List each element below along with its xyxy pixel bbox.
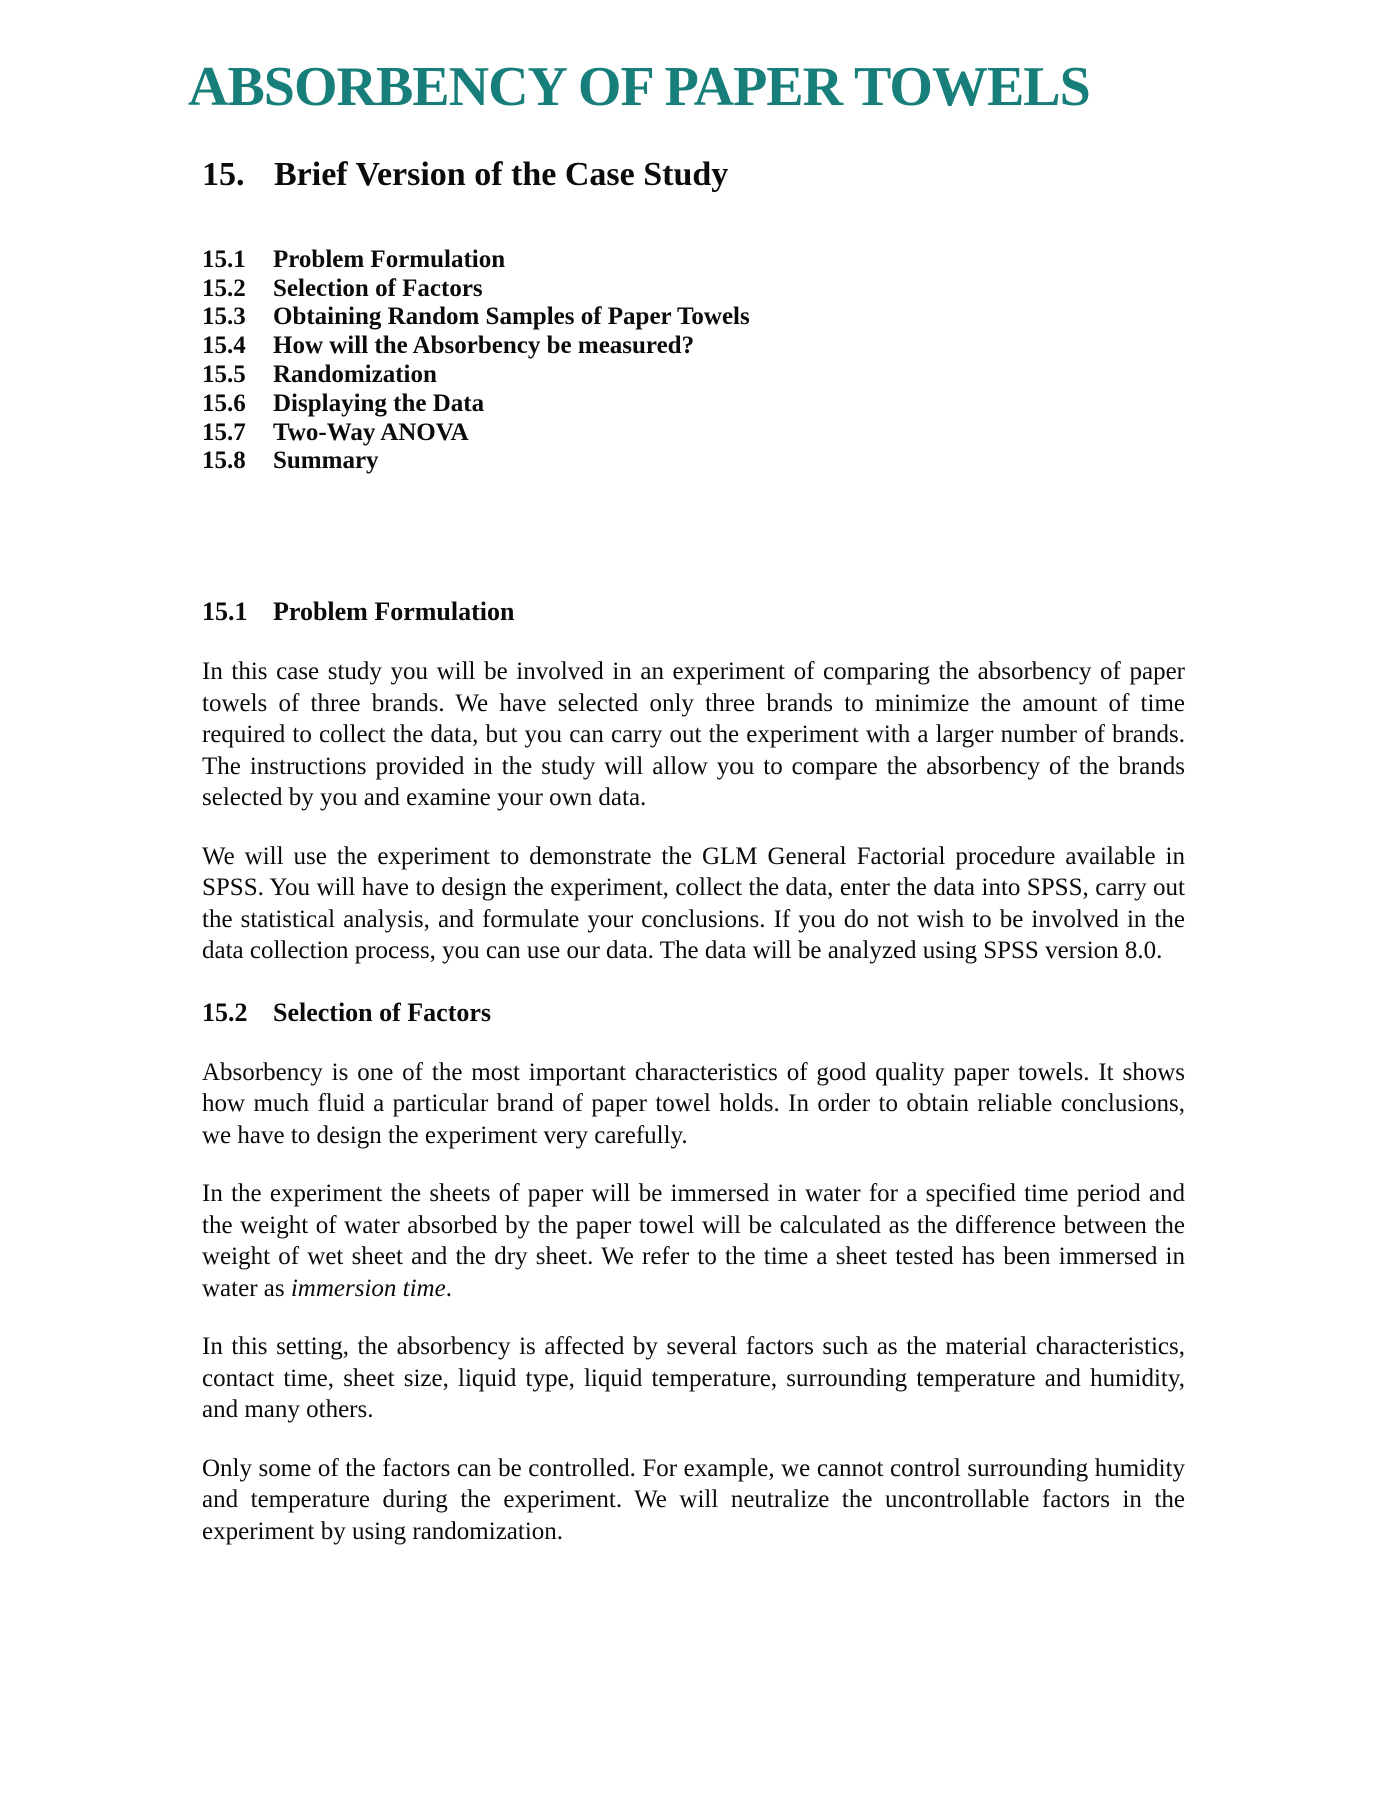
toc-label: Selection of Factors — [273, 274, 483, 302]
paragraph: Absorbency is one of the most important characteristics of good quality paper towels. It shows how much fluid a particular brand of paper towel holds. In order to obtain reliable conclusions, we have to design the experiment very carefully. — [202, 1058, 1185, 1149]
chapter-heading-text: Brief Version of the Case Study — [274, 156, 729, 193]
paragraph-run: In the experiment the sheets of paper will be immersed in water for a specified time period and the weight of water absorbed by the paper towel will be calculated as the difference between the weight of wet sheet and the dry sheet. We refer to the time a sheet tested has been immersed in water as — [202, 1180, 1185, 1302]
toc-row — [202, 303, 1185, 332]
toc-row — [202, 447, 1185, 476]
toc-row — [202, 419, 1185, 448]
toc-number: 15.2 — [202, 274, 246, 302]
paragraph-with-italic — [202, 1178, 1185, 1304]
paragraph: In this case study you will be involved in an experiment of comparing the absorbency of paper towels of three brands. We have selected only three brands to minimize the amount of time required to collect the data, but you can carry out the experiment with a larger number of brands. The instructions provided in the study will allow you to compare the absorbency of the brands selected by you and examine your own data. — [202, 658, 1185, 812]
toc-row — [202, 246, 1185, 275]
paragraph-run-italic: immersion time — [290, 1274, 446, 1302]
toc-number: 15.3 — [202, 303, 246, 331]
toc-label: Two-Way ANOVA — [273, 418, 469, 446]
toc-label: Summary — [273, 447, 379, 475]
section-heading-text: Selection of Factors — [273, 997, 492, 1027]
paragraph-run: . — [445, 1274, 452, 1302]
section-heading — [202, 596, 1185, 627]
table-of-contents — [202, 246, 1185, 476]
page-title: ABSORBENCY OF PAPER TOWELS — [188, 56, 1090, 118]
section-number: 15.2 — [202, 997, 248, 1027]
paragraph: Only some of the factors can be controlled. For example, we cannot control surrounding humidity and temperature during the experiment. We will neutralize the uncontrollable factors in the experiment by using randomization. — [202, 1454, 1185, 1545]
paragraph: We will use the experiment to demonstrate the GLM General Factorial procedure available in SPSS. You will have to design the experiment, collect the data, enter the data into SPSS, carry out the statistical analysis, and formulate your conclusions. If you do not wish to be involved in the data collection process, you can use our data. The data will be analyzed using SPSS version 8.0. — [202, 842, 1185, 965]
toc-number: 15.6 — [202, 389, 246, 417]
toc-label: Problem Formulation — [273, 245, 506, 273]
toc-number: 15.1 — [202, 245, 246, 273]
toc-label: Randomization — [273, 360, 437, 388]
section-number: 15.1 — [202, 597, 248, 627]
toc-number: 15.5 — [202, 360, 246, 388]
section-heading-text: Problem Formulation — [273, 597, 515, 627]
toc-label: How will the Absorbency be measured? — [273, 332, 695, 360]
section-selection-of-factors — [202, 997, 1185, 1548]
toc-row — [202, 275, 1185, 304]
section-problem-formulation — [202, 596, 1185, 967]
toc-number: 15.8 — [202, 447, 246, 475]
paragraph: In this setting, the absorbency is affected by several factors such as the material characteristics, contact time, sheet size, liquid type, liquid temperature, surrounding temperature and humidity, and many others. — [202, 1333, 1185, 1424]
section-heading — [202, 997, 1185, 1028]
chapter-heading — [202, 155, 1185, 196]
toc-row — [202, 332, 1185, 361]
toc-row — [202, 390, 1185, 419]
toc-row — [202, 361, 1185, 390]
toc-number: 15.4 — [202, 332, 246, 360]
chapter-number: 15. — [202, 156, 245, 193]
toc-label: Obtaining Random Samples of Paper Towels — [273, 303, 750, 331]
toc-label: Displaying the Data — [273, 389, 485, 417]
toc-number: 15.7 — [202, 418, 246, 446]
